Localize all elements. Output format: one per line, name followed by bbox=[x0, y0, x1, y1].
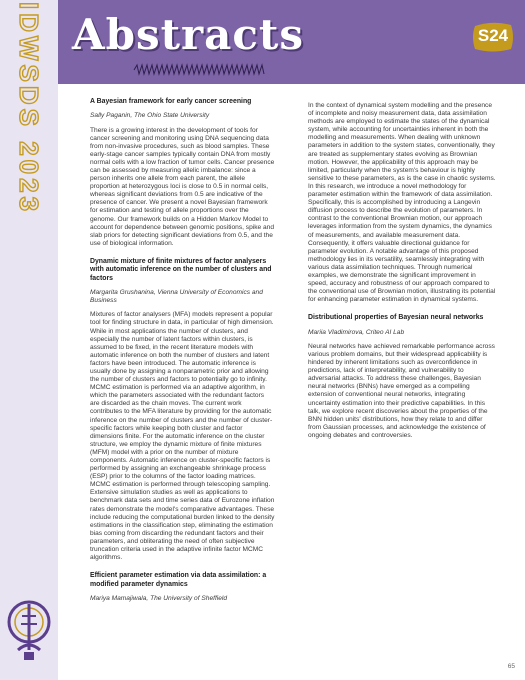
page-number: 65 bbox=[507, 663, 515, 670]
right-column bbox=[308, 102, 496, 446]
abstracts-content bbox=[58, 84, 525, 680]
page-title: Abstracts bbox=[72, 10, 304, 59]
abstract-author: Mariya Mamajiwala, The University of Sheffield bbox=[90, 595, 228, 603]
page-header bbox=[58, 0, 525, 84]
session-badge: S24 bbox=[477, 26, 509, 45]
abstract-body: There is a growing interest in the development of tools for cancer screening and monitoring using DNA sequencing data from non-invasive procedures, such as blood samples. These early-stage cancer samples typically contain DNA from mostly normal cells with a low fraction of tumor cells. Cancer presence can be assessed by measuring allelic imbalance: since a person inherits one allele from each parent, the allele proportion at heterozygous loci is close to 0.5 in normal cells, whereas significant deviations from 0.5 are indicative of the presence of cancer. We present a novel Bayesian framework for estimation and testing of allele proportions over the genome. Our framework builds on a Hidden Markov Model to account for dependence between genomic positions, spike and slab priors for detecting significant deviations from 0.5, and the use of biological information. bbox=[90, 126, 275, 247]
sidebar-band bbox=[0, 0, 58, 680]
sidebar-conference-label bbox=[8, 2, 48, 302]
abstract-title: Dynamic mixture of finite mixtures of factor analysers with automatic inference on the number of clusters and factors bbox=[90, 257, 272, 282]
left-column bbox=[90, 98, 275, 609]
abstract-title: A Bayesian framework for early cancer screening bbox=[90, 98, 252, 105]
abstract-body: Neural networks have achieved remarkable performance across various problem domains, but their widespread applicability is hindered by inherent limitations such as overconfidence in predictions, lack of interpretability, and vulnerability to adversarial attacks. To address these challenges, Bayesian neural networks (BNNs) have emerged as a compelling extension of conventional neural networks, integrating uncertainty estimation into their predictive capabilities. In this talk, we explore recent discoveries about the properties of the BNN hidden units' distributions, how they relate to and differ from Gaussian processes, and acknowledge the existence of ongoing debates and controversies. bbox=[308, 342, 495, 439]
abstract-title: Distributional properties of Bayesian neural networks bbox=[308, 314, 484, 322]
abstract-title: Efficient parameter estimation via data assimilation: a modified parameter dynamics bbox=[90, 572, 267, 588]
abstract-author: Mariia Vladimirova, Criteo AI Lab bbox=[308, 328, 405, 336]
conference-logo-icon bbox=[4, 590, 54, 670]
conference-name: IDWSDS 2023 bbox=[14, 2, 44, 216]
abstract-author: Sally Paganin, The Ohio State University bbox=[90, 112, 210, 120]
abstract-author: Margarita Grushanina, Vienna University of Economics and Business bbox=[90, 289, 263, 305]
abstract-body: In the context of dynamical system modelling and the presence of incomplete and noisy measurement data, data assimilation methods are employed to estimate the states of the dynamical system, while accounting for uncertainties inherent in both the modelling and measurements. When dealing with unknown parameters in addition to the system states, conventionally, they are treated as supplementary states evolving as Brownian motion. However, the applicability of this approach may be limited, particularly when the system's behaviour is highly sensitive to these parameters, as is the case in chaotic systems. In this research, we introduce a novel methodology for parameter estimation within the framework of data assimilation. Specifically, this is accomplished by introducing a Langevin diffusion process to describe the evolution of parameters. In contrast to the conventional Brownian motion, our approach leverages information from the system dynamics, the dynamics of measurements, and available measurement data. Consequently, it offers valuable directional guidance for parameter evolution. A notable advantage of this proposed methodology lies in its versatility, seamlessly integrating with various data assimilation techniques. Through numerical examples, we demonstrate the significant improvement in speed, accuracy and robustness of our approach compared to the conventional use of Brownian motion, illustrating its potential for enhancing parameter estimation in dynamical systems. bbox=[308, 102, 496, 304]
decorative-underline-icon bbox=[132, 62, 332, 76]
abstract-body: Mixtures of factor analysers (MFA) models represent a popular tool for finding structure in data, in particular of high dimension. While in most applications the number of clusters, and especially the number of latent factors within clusters, is assumed to be fixed, in the recent literature models with automatic inference on both the number of clusters and latent factors have been introduced. The automatic inference is usually done by assigning a nonparametric prior and allowing the number of clusters and factors to potentially go to infinity. MCMC estimation is performed via an adaptive algorithm, in which the parameters associated with the redundant factors are discarded as the chain moves. The current work contributes to the MFA literature by providing for the automatic inference on the number of clusters and the number of cluster-specific factors while keeping both cluster and factor dimensions finite. For the automatic inference on the cluster structure, we employ the dynamic mixture of finite mixtures (MFM) model with a prior on the number of mixture components. Automatic inference on cluster-specific factors is performed by assigning an exchangeable shrinkage process (ESP) prior to the columns of the factor loading matrices. MCMC estimation is performed through telescoping sampling. Extensive simulation studies as well as applications to benchmark data sets and time series data of Eurozone inflation rates demonstrate the model's comparative advantages. These include reducing the computational burden linked to the density estimations in the classification step, eliminating the estimation bias coming from discarding the redundant factors and their parameters, and obliterating the need of often subjective truncation criteria used in the adaptive infinite factor MCMC algorithms. bbox=[90, 311, 275, 562]
